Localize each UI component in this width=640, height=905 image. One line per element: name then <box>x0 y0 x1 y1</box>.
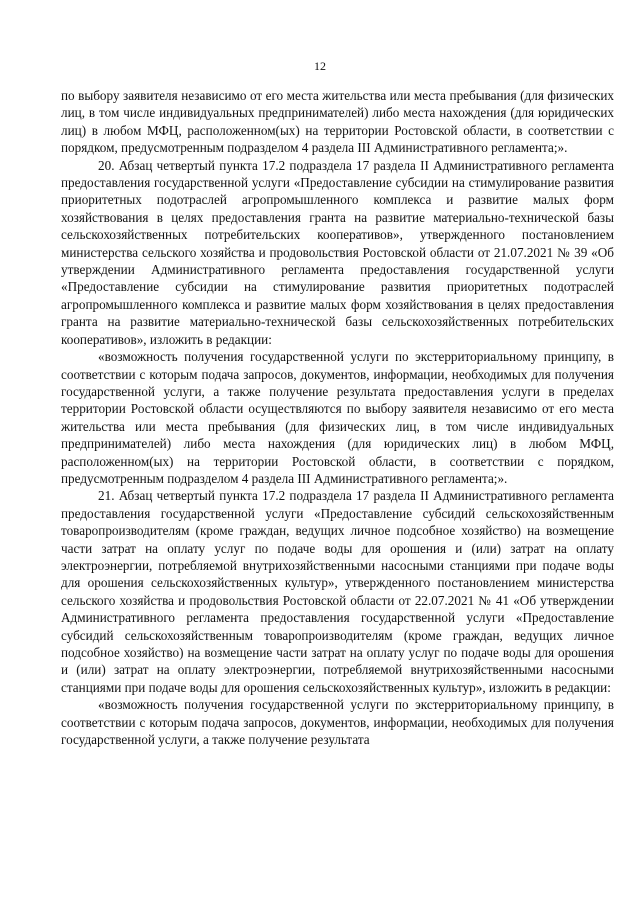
paragraph-continuation: по выбору заявителя независимо от его места жительства или места пребывания (для физических лиц, в том числе индивидуальных предпринимателей) либо места нахождения (для юридических лиц) в любом МФЦ, расположенном(ых) на территории Ростовской области, в соответствии с порядком, предусмотренным подразделом 4 раздела III Административного регламента;». <box>61 88 614 156</box>
paragraph-item-20: 20. Абзац четвертый пункта 17.2 подраздела 17 раздела II Административного регламента предоставления государственной услуги «Предоставление субсидии на стимулирование развития приоритетных подотраслей агропромышленного комплекса и развитие малых форм хозяйствования в целях предоставления гранта на развитие материально-технической базы сельскохозяйственных потребительских кооперативов», утвержденного постановлением министерства сельского хозяйства и продовольствия Ростовской области от 21.07.2021 № 39 «Об утверждении Административного регламента предоставления государственной услуги «Предоставление субсидии на стимулирование развития приоритетных подотраслей агропромышленного комплекса и развитие малых форм хозяйствования в целях предоставления гранта на развитие материально-технической базы сельскохозяйственных потребительских кооперативов», изложить в редакции: <box>61 157 614 347</box>
page-number: 12 <box>314 59 326 73</box>
paragraph-quote-20: «возможность получения государственной услуги по экстерриториальному принципу, в соответствии с которым подача запросов, документов, информации, необходимых для получения государственной услуги, а также получение результата предоставления услуги в пределах территории Ростовской области осуществляются по выбору заявителя независимо от его места жительства или места пребывания (для физических лиц, в том числе индивидуальных предпринимателей) либо места нахождения (для юридических лиц) в любом МФЦ, расположенном(ых) на территории Ростовской области, в соответствии с порядком, предусмотренным подразделом 4 раздела III Административного регламента;». <box>61 349 614 486</box>
document-body <box>61 87 614 748</box>
paragraph-quote-21: «возможность получения государственной услуги по экстерриториальному принципу, в соответствии с которым подача запросов, документов, информации, необходимых для получения государственной услуги, а также получение результата <box>61 697 614 748</box>
paragraph-item-21: 21. Абзац четвертый пункта 17.2 подраздела 17 раздела II Административного регламента предоставления государственной услуги «Предоставление субсидий сельскохозяйственным товаропроизводителям (кроме граждан, ведущих личное подсобное хозяйство) на возмещение части затрат на оплату услуг по подаче воды для орошения и (или) затрат на оплату электроэнергии, потребляемой внутрихозяйственными насосными станциями при подаче воды для орошения сельскохозяйственных культур», утвержденного постановлением министерства сельского хозяйства и продовольствия Ростовской области от 22.07.2021 № 41 «Об утверждении Административного регламента предоставления государственной услуги «Предоставление субсидий сельскохозяйственным товаропроизводителям (кроме граждан, ведущих личное подсобное хозяйство) на возмещение части затрат на оплату услуг по подаче воды для орошения и (или) затрат на оплату электроэнергии, потребляемой внутрихозяйственными насосными станциями при подаче воды для орошения сельскохозяйственных культур», изложить в редакции: <box>61 488 614 695</box>
